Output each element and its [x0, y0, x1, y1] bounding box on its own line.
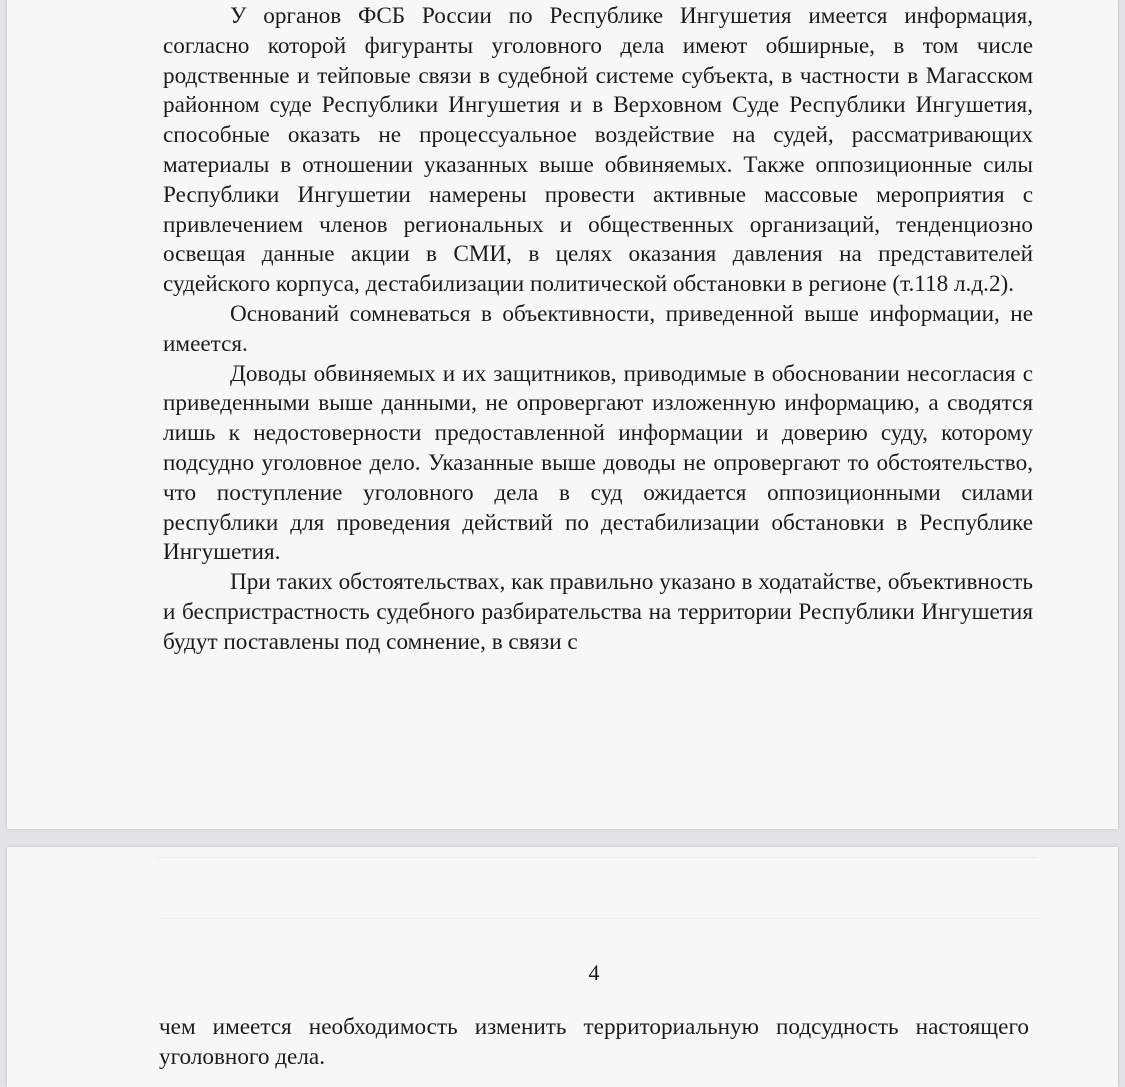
paragraph-continuation: чем имеется необходимость изменить территориальную подсудность настоящего уголовного дела.	[159, 1014, 1029, 1070]
page-1-text	[163, 2, 1033, 658]
paragraph-circumstances: При таких обстоятельствах, как правильно указано в ходатайстве, объективность и беспристрастность судебного разбирательства на территории Республики Ингушетия будут поставлены под сомнение, в связи с	[163, 569, 1033, 655]
show-through-shadow	[157, 857, 1038, 919]
page-number: 4	[588, 960, 600, 985]
document-page-1	[7, 0, 1118, 829]
paragraph-no-doubt: Оснований сомневаться в объективности, приведенной выше информации, не имеется.	[163, 300, 1033, 357]
page-2-text	[159, 1013, 1029, 1073]
document-page-2	[7, 847, 1118, 1087]
paragraph-defense-arguments: Доводы обвиняемых и их защитников, приводимые в обосновании несогласия с приведенными выше данными, не опровергают изложенную информацию, а сводятся лишь к недостоверности предоставленной информации и доверию суду, которому подсудно уголовное дело. Указанные выше доводы не опровергают то обстоятельство, что поступление уголовного дела в суд ожидается оппозиционными силами республики для проведения действий по дестабилизации обстановки в Республике Ингушетия.	[163, 360, 1033, 566]
paragraph-fsb-information: У органов ФСБ России по Республике Ингушетия имеется информация, согласно которой фигуранты уголовного дела имеют обширные, в том числе родственные и тейповые связи в судебной системе субъекта, в частности в Магасском районном суде Республики Ингушетия и в Верховном Суде Республики Ингушетия, способные оказать не процессуальное воздействие на судей, рассматривающих материалы в отношении указанных выше обвиняемых. Также оппозиционные силы Республики Ингушетии намерены провести активные массовые мероприятия с привлечением членов региональных и общественных организаций, тенденциозно освещая данные акции в СМИ, в целях оказания давления на представителей судейского корпуса, дестабилизации политической обстановки в регионе (т.118 л.д.2).	[163, 3, 1033, 298]
